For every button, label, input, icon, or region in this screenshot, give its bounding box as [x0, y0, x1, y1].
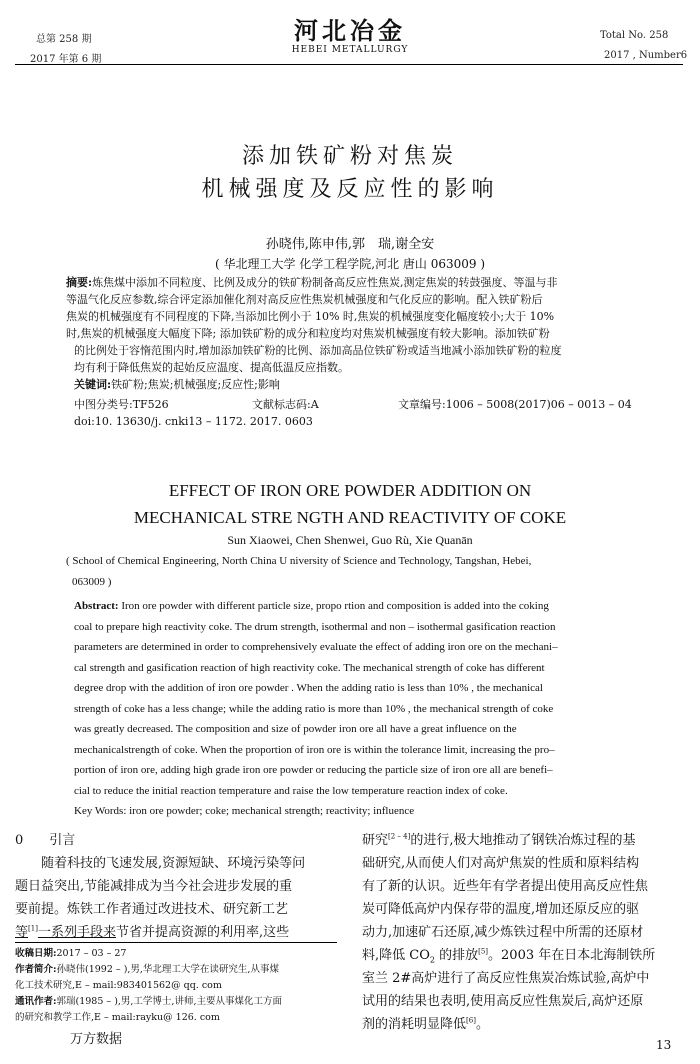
- abstract-en-line: cal strength and gasification reaction of high reactivity coke. The mechanical strength of coke has different: [74, 661, 545, 674]
- article-number: 文章编号:1006 – 5008(2017)06 – 0013 – 04: [398, 398, 632, 411]
- author-bio: 化工技术研究,E – mail:983401562@ qq. com: [15, 980, 222, 991]
- header-rule: [15, 64, 683, 65]
- corresponding-author: 郭瑞(1985 – ),男,工学博士,讲师,主要从事煤化工方面: [56, 996, 282, 1007]
- abstract-cn: [66, 274, 632, 376]
- document-code: 文献标志码:A: [252, 398, 319, 411]
- intro-line: 题日益突出,节能减排成为当今社会进步发展的重: [15, 879, 293, 894]
- title-cn-line2: 机械强度及反应性的影响: [201, 177, 499, 202]
- citation-ref: [6]: [466, 1016, 476, 1025]
- body-line: 试用的结果也表明,使用高反应性焦炭后,高炉还原: [362, 994, 644, 1009]
- clc-number: 中图分类号:TF526: [74, 398, 169, 411]
- corresponding-author: 的研究和教学工作,E – mail:rayku@ 126. com: [15, 1012, 220, 1023]
- body-line: [362, 944, 688, 967]
- body-text: 。2003 年在日本北海制铁所: [488, 948, 656, 963]
- watermark: 万方数据: [70, 1032, 123, 1047]
- abstract-en-line: was greatly decreased. The composition and size of powder iron ore all have a great influence on the: [74, 723, 517, 735]
- citation-ref: [5]: [478, 947, 489, 956]
- footnotes: [15, 946, 337, 1026]
- abstract-en-line: parameters are determined in order to comprehensively evaluate the effect of adding iron ore on the mechani–: [74, 641, 558, 653]
- body-line: [362, 829, 688, 852]
- footnote-rule: [15, 942, 337, 943]
- journal-logo: [290, 18, 410, 56]
- intro-line: 随着科技的飞速发展,资源短缺、环境污染等问: [41, 856, 306, 871]
- author-bio: 孙晓伟(1992 – ),男,华北理工大学在读研究生,从事煤: [56, 964, 279, 975]
- affiliation-en-line: ( School of Chemical Engineering, North China U niversity of Science and Technology, Tangshan, Hebei,: [66, 555, 532, 567]
- intro-line: 要前提。炼铁工作者通过改进技术、研究新工艺: [15, 902, 289, 917]
- body-text: 。: [475, 1017, 489, 1032]
- abstract-cn-line: 炼焦煤中添加不同粒度、比例及成分的铁矿粉制备高反应性焦炭,测定焦炭的转鼓强度、等温与非: [92, 276, 558, 289]
- abstract-en-line: cial to reduce the initial reaction temperature and raise the low temperature reaction index of coke.: [74, 784, 508, 797]
- body-line: [362, 1013, 688, 1036]
- abstract-en-line: mechanicalstrength of coke. When the proportion of iron ore is within the tolerance limit, increasing the pro–: [74, 743, 555, 756]
- title-en-line1: EFFECT OF IRON ORE POWDER ADDITION ON: [168, 481, 532, 500]
- body-line: 有了新的认识。近些年有学者提出使用高反应性焦: [362, 879, 649, 894]
- abstract-cn-line: 的比例处于容惰范围内时,增加添加铁矿粉的比例、添加高品位铁矿粉或适当地减小添加铁矿粉的粒度: [74, 344, 562, 357]
- body-text: 料,降低 CO: [362, 948, 430, 963]
- received-label: 收稿日期:: [15, 948, 57, 959]
- keywords-cn-text: 铁矿粉;焦炭;机械强度;反应性;影响: [111, 378, 280, 391]
- affiliation-cn: ( 华北理工大学 化学工程学院,河北 唐山 063009 ): [214, 257, 486, 271]
- citation-ref: [1]: [28, 924, 38, 933]
- intro-text: 节省并提高资源的利用率,这些: [115, 925, 290, 940]
- intro-line: [15, 921, 337, 944]
- keywords-cn: [74, 376, 280, 393]
- intro-heading-number: 0: [15, 833, 24, 848]
- intro-section: [15, 829, 337, 944]
- received-date: 2017 – 03 – 27: [56, 948, 127, 959]
- body-line: 动力,加速矿石还原,减少炼铁过程中所需的还原材: [362, 925, 644, 940]
- abstract-en-label: Abstract:: [74, 600, 119, 612]
- abstract-cn-label: 摘要:: [66, 276, 93, 289]
- affiliation-en: [66, 551, 646, 592]
- doi: doi:10. 13630/j. cnki13 – 1172. 2017. 0603: [74, 415, 313, 428]
- abstract-en-line: strength of coke has a less change; while the adding ratio is more than 10% , the mechanical strength of coke: [74, 702, 554, 715]
- right-column: [362, 829, 688, 1036]
- abstract-en-line: Iron ore powder with different particle size, propo rtion and composition is added into the coking: [118, 600, 549, 612]
- body-line: 础研究,从而使人们对高炉焦炭的性质和原料结构: [362, 856, 640, 871]
- intro-underlined-text: 一系列手段来: [37, 925, 116, 940]
- abstract-cn-line: 等温气化反应参数,综合评定添加催化剂对高反应性焦炭机械强度和气化反应的影响。配入铁矿粉后: [66, 293, 543, 306]
- abstract-en: [74, 596, 628, 822]
- body-line: 室兰 2#高炉进行了高反应性焦炭冶炼试验,高炉中: [362, 971, 650, 986]
- intro-heading: [15, 829, 337, 852]
- intro-underlined-text: 等: [15, 925, 29, 940]
- author-bio-label: 作者简介:: [15, 964, 57, 975]
- keywords-en: Key Words: iron ore powder; coke; mechanical strength; reactivity; influence: [74, 805, 415, 817]
- body-text: 剂的消耗明显降低: [362, 1017, 467, 1032]
- body-text: 的排放: [434, 948, 479, 963]
- citation-ref: [2 – 4]: [388, 832, 411, 841]
- header-issue-year: 2017 年第 6 期: [30, 54, 102, 65]
- body-text: 的进行,极大地推动了钢铁冶炼过程的基: [410, 833, 636, 848]
- authors-cn: 孙晓伟,陈申伟,郭 瑞,谢全安: [265, 237, 435, 252]
- corresponding-author-label: 通讯作者:: [15, 996, 57, 1007]
- body-text: 研究: [362, 833, 389, 848]
- header-issue-total: 总第 258 期: [36, 34, 92, 45]
- abstract-cn-line: 均有利于降低焦炭的起始反应温度、提高低温反应指数。: [74, 361, 349, 374]
- affiliation-en-line: 063009 ): [72, 575, 112, 588]
- intro-heading-text: 引言: [49, 833, 76, 848]
- abstract-cn-line: 时,焦炭的机械强度大幅度下降; 添加铁矿粉的成分和粒度均对焦炭机械强度有较大影响。添加铁矿粉: [66, 327, 550, 340]
- journal-title-en: HEBEI METALLURGY: [291, 45, 409, 55]
- authors-en: Sun Xiaowei, Chen Shenwei, Guo Rù, Xie Quanān: [227, 533, 473, 547]
- keywords-cn-label: 关键词:: [74, 378, 112, 391]
- journal-title-cn: 河北冶金: [294, 16, 406, 45]
- header-total-number: Total No. 258: [600, 30, 669, 41]
- header-number: 2017 , Number6: [604, 50, 688, 61]
- abstract-en-line: coal to prepare high reactivity coke. The drum strength, isothermal and non – isothermal gasification reaction: [74, 620, 556, 633]
- page-number: 13: [656, 1038, 672, 1052]
- abstract-en-line: portion of iron ore, adding high grade iron ore powder or reducing the particle size of iron ore all are benefi–: [74, 764, 553, 776]
- abstract-cn-line: 焦炭的机械强度有不同程度的下降,当添加比例小于 10% 时,焦炭的机械强度变化幅度较小;大于 10%: [66, 310, 555, 323]
- body-line: 炭可降低高炉内保存带的温度,增加还原反应的驱: [362, 902, 640, 917]
- subscript: 2: [429, 955, 435, 965]
- abstract-en-line: degree drop with the addition of iron ore powder . When the adding ratio is less than 10% , the mechanical: [74, 682, 543, 694]
- title-cn-line1: 添加铁矿粉对焦炭: [241, 144, 458, 169]
- title-en-line2: MECHANICAL STRE NGTH AND REACTIVITY OF COKE: [133, 508, 567, 527]
